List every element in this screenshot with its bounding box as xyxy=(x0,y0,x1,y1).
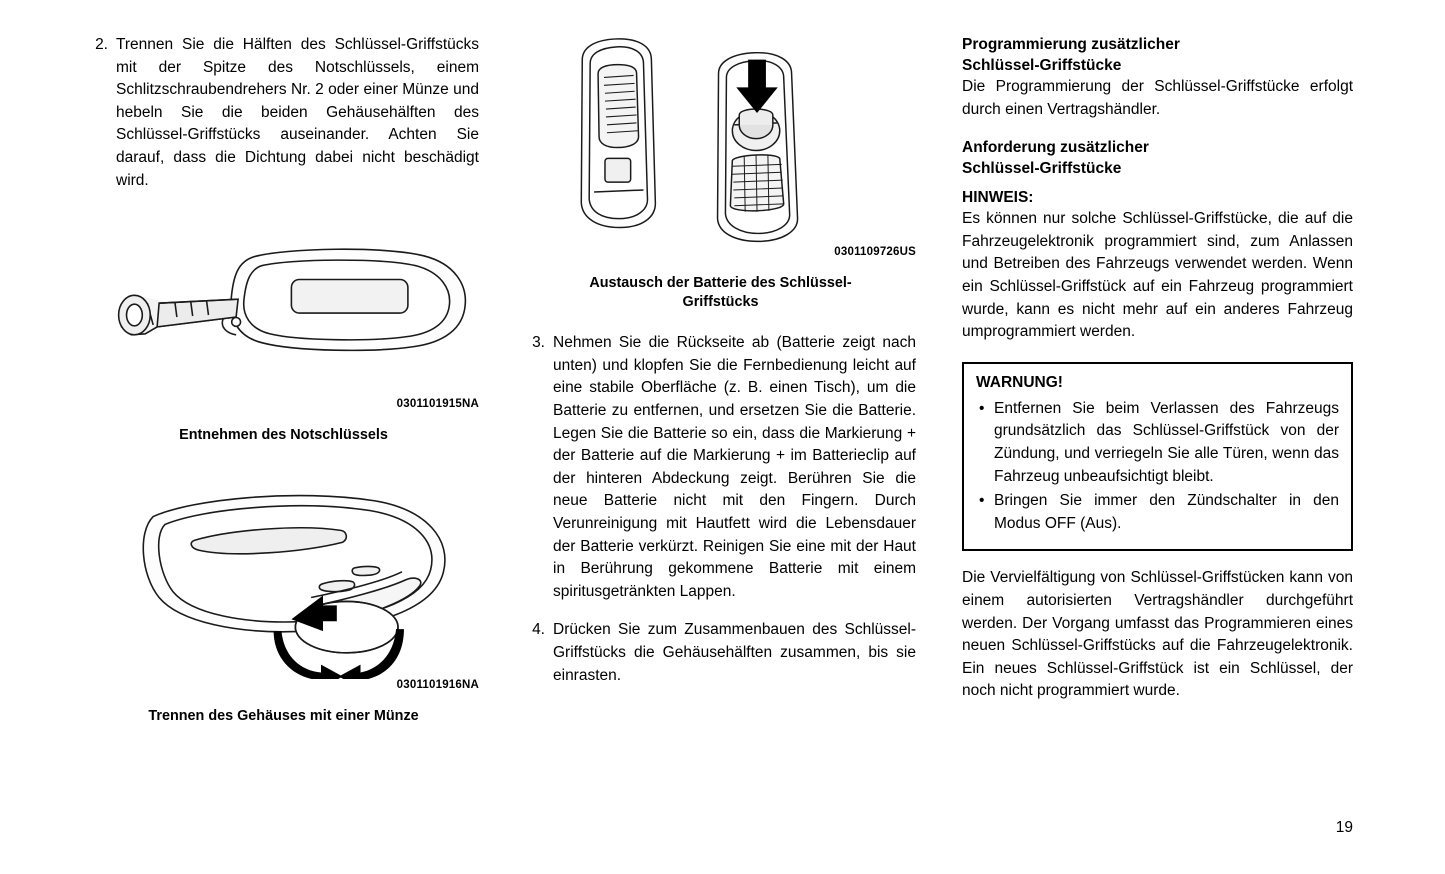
figure-emergency-key-removal xyxy=(88,240,479,398)
key-fob-battery-illustration xyxy=(525,34,916,246)
warning-box xyxy=(962,362,1353,552)
figure-caption-2: Trennen des Gehäuses mit einer Münze xyxy=(148,707,419,724)
step-text: Drücken Sie zum Zusammenbauen des Schlüssel-Griffstücks die Gehäusehälften zusammen, bis sie einrasten. xyxy=(553,621,916,684)
right-column xyxy=(962,34,1353,703)
step-text: Nehmen Sie die Rückseite ab (Batterie zeigt nach unten) und klopfen Sie die Fernbedienung leicht auf eine stabile Oberfläche (z. B. einen Tisch), um die Batterie zu entfernen, und ersetzen Sie die Batterie. Legen Sie die Batterie so ein, dass die Markierung + der Batterie auf die Markierung + im Batterieclip auf der hinteren Abdeckung zeigt. Berühren Sie die neue Batterie nicht mit den Fingern. Durch Verunreinigung mit Hautfett wird die Lebensdauer der Batterie verkürzt. Reinigen Sie eine mit der Haut in Berührung gekommene Batterie mit einem spiritusgetränkten Lappen. xyxy=(553,334,916,600)
page-number: 19 xyxy=(1335,819,1353,836)
section-heading-programming-line1: Programmierung zusätzlicher xyxy=(962,36,1180,53)
warning-title: WARNUNG! xyxy=(976,373,1063,391)
figure-caption-1: Entnehmen des Notschlüssels xyxy=(179,427,388,444)
instruction-step-4 xyxy=(525,619,916,687)
figure-code-1: 0301101915NA xyxy=(396,398,479,411)
page-columns xyxy=(88,34,1353,726)
middle-column xyxy=(525,34,916,687)
figure-caption-3-line1: Austausch der Batterie des Schlüssel- xyxy=(589,275,852,292)
step-text: Trennen Sie die Hälften des Schlüssel-Griffstücks mit der Spitze des Notschlüssels, einem Schlitzschraubendrehers Nr. 2 oder einer Münze und hebeln Sie die beiden Gehäusehälften des Schlüssel-Griffstücks auseinander. Achten Sie darauf, dass die Dichtung dabei nicht beschädigt wird. xyxy=(116,36,479,189)
section-heading-request-line1: Anforderung zusätzlicher xyxy=(962,139,1149,157)
figure-case-separation xyxy=(88,481,479,678)
figure-battery-replacement xyxy=(525,34,916,246)
step-number: 2. xyxy=(95,36,108,53)
step-number: 3. xyxy=(532,334,545,352)
instruction-step-3 xyxy=(525,332,916,603)
note-text: Es können nur solche Schlüssel-Griffstücke, die auf die Fahrzeugelektronik programmiert sind, zum Anlassen und Betreiben des Fahrzeugs verwendet werden. Wenn ein Schlüssel-Griffstück auf ein Fahrzeug programmiert wurde, kann es nicht mehr auf ein anderes Fahrzeug umprogrammiert werden. xyxy=(962,210,1353,341)
section-heading-request-line2: Schlüssel-Griffstücke xyxy=(962,160,1122,178)
key-fob-coin-separation-illustration xyxy=(88,481,479,678)
section-heading-programming-line2: Schlüssel-Griffstücke xyxy=(962,57,1122,74)
warning-list-item: • Entfernen Sie beim Verlassen des Fahrzeugs grundsätzlich das Schlüssel-Griffstück von der Zündung, und verriegeln Sie alle Türen, wenn das Fahrzeug unbeaufsichtigt bleibt. xyxy=(994,398,1339,488)
note-label: HINWEIS: xyxy=(962,189,1034,207)
left-column xyxy=(88,34,479,726)
figure-code-3: 0301109726US xyxy=(834,246,916,259)
warning-list xyxy=(976,398,1339,536)
instruction-step-2 xyxy=(88,34,479,192)
key-fob-emergency-key-illustration xyxy=(88,240,479,398)
duplication-paragraph: Die Vervielfältigung von Schlüssel-Griffstücken kann von einem autorisierten Vertragshändler durchgeführt werden. Der Vorgang umfasst das Programmieren eines neuen Schlüssel-Griffstücks auf die Fahrzeugelektronik. Ein neues Schlüssel-Griffstück ist ein Schlüssel, der noch nicht programmiert wurde. xyxy=(962,569,1353,700)
step-number: 4. xyxy=(532,621,545,639)
figure-code-2: 0301101916NA xyxy=(396,678,479,691)
warning-list-item: • Bringen Sie immer den Zündschalter in den Modus OFF (Aus). xyxy=(994,490,1339,535)
figure-caption-3-line2: Griffstücks xyxy=(682,294,759,311)
programming-paragraph: Die Programmierung der Schlüssel-Griffstücke erfolgt durch einen Vertragshändler. xyxy=(962,78,1353,118)
